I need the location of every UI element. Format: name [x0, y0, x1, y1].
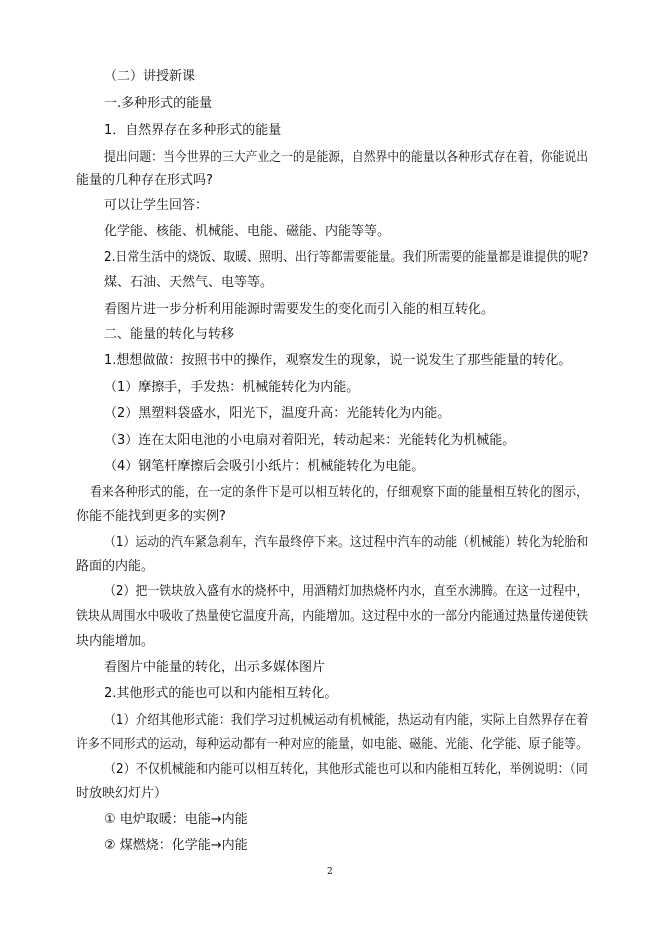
paragraph-line: 提出问题：当今世界的三大产业之一的是能源，自然界中的能量以各种形式存在着，你能说出 — [104, 150, 589, 165]
section-heading: （二）讲授新课 — [104, 69, 196, 84]
paragraph-line: 看图片中能量的转化，出示多媒体图片 — [104, 660, 326, 675]
paragraph-line: 块内能增加。 — [76, 634, 155, 649]
paragraph-line: 化学能、核能、机械能、电能、磁能、内能等等。 — [104, 224, 391, 239]
list-item: （2）不仅机械能和内能可以相互转化，其他形式能也可以和内能相互转化，举例说明：（同 — [104, 762, 588, 777]
list-item: （2）把一铁块放入盛有水的烧杯中，用酒精灯加热烧杯内水，直至水沸腾。在这一过程中， — [104, 584, 589, 599]
subsection-heading: 一.多种形式的能量 — [104, 96, 213, 111]
list-item: （4）钢笔杆摩擦后会吸引小纸片：机械能转化为电能。 — [104, 459, 425, 474]
paragraph-line: 路面的内能。 — [76, 559, 155, 574]
paragraph-line: 看图片进一步分析利用能源时需要发生的变化而引入能的相互转化。 — [104, 302, 495, 317]
paragraph-line: 1.想想做做：按照书中的操作，观察发生的现象，说一说发生了那些能量的转化。 — [104, 353, 572, 368]
paragraph-line: 你能不能找到更多的实例? — [76, 509, 226, 524]
list-item: （1）摩擦手，手发热：机械能转化为内能。 — [104, 380, 360, 395]
list-item: ② 煤燃烧：化学能→内能 — [104, 838, 248, 853]
page-number: 2 — [327, 867, 333, 877]
paragraph-line: 煤、石油、天然气、电等等。 — [104, 275, 274, 290]
list-item: ① 电炉取暖：电能→内能 — [104, 812, 248, 827]
subsection-heading: 二、能量的转化与转移 — [104, 327, 235, 342]
paragraph-line: 能量的几种存在形式吗? — [76, 173, 213, 188]
list-item: （1）运动的汽车紧急刹车，汽车最终停下来。这过程中汽车的动能（机械能）转化为轮胎和 — [104, 535, 589, 550]
list-item: （1）介绍其他形式能：我们学习过机械运动有机械能，热运动有内能，实际上自然界存在着 — [104, 713, 589, 728]
paragraph-line: 2.日常生活中的烧饭、取暖、照明、出行等都需要能量。我们所需要的能量都是谁提供的呢? — [104, 250, 589, 265]
paragraph-line: 许多不同形式的运动，每种运动都有一种对应的能量，如电能、磁能、光能、化学能、原子能等。 — [76, 737, 589, 752]
paragraph-line: 时放映幻灯片） — [76, 786, 168, 801]
list-item: （2）黑塑料袋盛水，阳光下，温度升高：光能转化为内能。 — [104, 406, 451, 421]
paragraph-line: 2.其他形式的能也可以和内能相互转化。 — [104, 686, 338, 701]
paragraph-line: 铁块从周围水中吸收了热量使它温度升高，内能增加。这过程中水的一部分内能通过热量传递使铁 — [76, 609, 589, 624]
list-item: （3）连在太阳电池的小电扇对着阳光，转动起来：光能转化为机械能。 — [104, 433, 516, 448]
paragraph-line: 1．自然界存在多种形式的能量 — [104, 123, 282, 138]
paragraph-line: 可以让学生回答： — [104, 198, 209, 213]
paragraph-line: 看来各种形式的能，在一定的条件下是可以相互转化的，仔细观察下面的能量相互转化的图示， — [90, 485, 589, 500]
